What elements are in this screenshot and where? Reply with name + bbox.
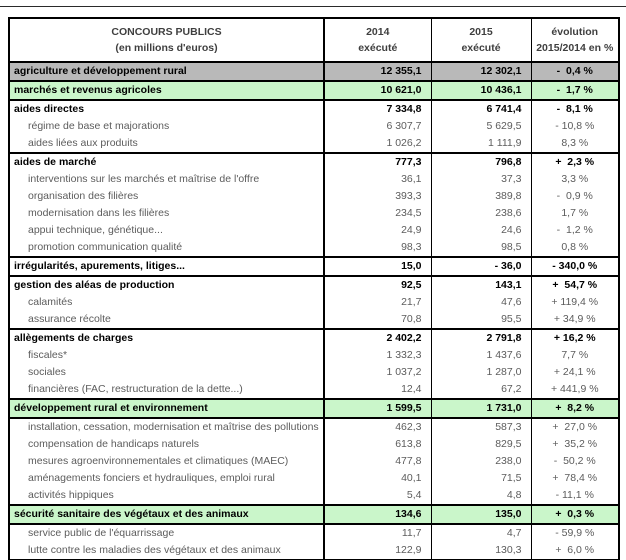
value-2015: 4,7: [431, 524, 531, 542]
row-label: gestion des aléas de production: [9, 276, 324, 294]
table-row: [9, 381, 619, 399]
table-row: [9, 153, 619, 171]
row-label: allègements de charges: [9, 329, 324, 347]
table-row: [9, 436, 619, 453]
value-2014: 1 026,2: [324, 135, 431, 153]
value-2015: 1 111,9: [431, 135, 531, 153]
value-2014: 6 307,7: [324, 118, 431, 135]
value-evolution: - 0,9 %: [556, 190, 593, 202]
value-2015: 1 287,0: [431, 364, 531, 381]
table-row: [9, 364, 619, 381]
value-2015: 587,3: [431, 418, 531, 436]
value-2014: 613,8: [324, 436, 431, 453]
value-2015: 67,2: [431, 381, 531, 399]
value-2015: 47,6: [431, 294, 531, 311]
table-row: [9, 542, 619, 560]
value-2014: 1 599,5: [324, 399, 431, 418]
value-evolution: + 119,4 %: [551, 296, 599, 308]
value-2015: 5 629,5: [431, 118, 531, 135]
table-row: [9, 205, 619, 222]
value-2015: 37,3: [431, 171, 531, 188]
value-2015: 130,3: [431, 542, 531, 560]
row-label: service public de l'équarrissage: [9, 524, 324, 542]
row-label: mesures agroenvironnementales et climatiques (MAEC): [9, 453, 324, 470]
value-2014: 12,4: [324, 381, 431, 399]
value-evolution: - 1,2 %: [556, 224, 593, 236]
value-2015: 24,6: [431, 222, 531, 239]
value-evolution: + 6,0 %: [555, 544, 595, 556]
value-2015: 6 741,4: [431, 100, 531, 118]
page-frame-top-border: [0, 6, 626, 7]
value-2014: 477,8: [324, 453, 431, 470]
value-2014: 134,6: [324, 505, 431, 524]
table-header: [9, 18, 619, 62]
row-label: assurance récolte: [9, 311, 324, 329]
value-2015: - 36,0: [431, 257, 531, 276]
row-label: appui technique, génétique...: [9, 222, 324, 239]
value-evolution: 1,7 %: [561, 207, 589, 219]
value-2014: 1 037,2: [324, 364, 431, 381]
value-2015: 2 791,8: [431, 329, 531, 347]
value-2015: 1 437,6: [431, 347, 531, 364]
value-evolution: + 78,4 %: [552, 472, 598, 484]
value-2014: 1 332,3: [324, 347, 431, 364]
table-row: [9, 487, 619, 505]
value-evolution: + 54,7 %: [552, 279, 598, 291]
table-row: [9, 171, 619, 188]
row-label: sociales: [9, 364, 324, 381]
value-2015: 135,0: [431, 505, 531, 524]
row-label: compensation de handicaps naturels: [9, 436, 324, 453]
table-row: [9, 62, 619, 81]
table-row: [9, 453, 619, 470]
row-label: marchés et revenus agricoles: [9, 81, 324, 100]
value-2014: 5,4: [324, 487, 431, 505]
value-evolution: - 1,7 %: [556, 84, 593, 96]
table-row: [9, 100, 619, 118]
value-2015: 12 302,1: [431, 62, 531, 81]
value-2015: 10 436,1: [431, 81, 531, 100]
value-2014: 12 355,1: [324, 62, 431, 81]
value-2014: 393,3: [324, 188, 431, 205]
value-evolution: - 11,1 %: [555, 489, 594, 501]
value-2014: 234,5: [324, 205, 431, 222]
value-2014: 2 402,2: [324, 329, 431, 347]
value-2015: 238,6: [431, 205, 531, 222]
value-2014: 7 334,8: [324, 100, 431, 118]
table-row: [9, 524, 619, 542]
value-evolution: 0,8 %: [561, 241, 589, 253]
row-label: développement rural et environnement: [9, 399, 324, 418]
row-label: installation, cessation, modernisation et maîtrise des pollutions: [9, 418, 324, 436]
value-2014: 21,7: [324, 294, 431, 311]
value-2015: 143,1: [431, 276, 531, 294]
table-row: [9, 188, 619, 205]
table-row: [9, 222, 619, 239]
value-evolution: - 0,4 %: [556, 65, 593, 77]
table-row: [9, 81, 619, 100]
value-2014: 98,3: [324, 239, 431, 257]
value-2014: 15,0: [324, 257, 431, 276]
row-label: fiscales*: [9, 347, 324, 364]
table-row: [9, 311, 619, 329]
row-label: irrégularités, apurements, litiges...: [9, 257, 324, 276]
row-label: modernisation dans les filières: [9, 205, 324, 222]
table-row: [9, 329, 619, 347]
value-2014: 36,1: [324, 171, 431, 188]
value-evolution: + 0,3 %: [555, 508, 595, 520]
value-evolution: - 10,8 %: [555, 120, 595, 132]
row-label: activités hippiques: [9, 487, 324, 505]
value-2015: 1 731,0: [431, 399, 531, 418]
row-label: aides directes: [9, 100, 324, 118]
value-2015: 95,5: [431, 311, 531, 329]
table-row: [9, 347, 619, 364]
row-label: sécurité sanitaire des végétaux et des animaux: [9, 505, 324, 524]
value-2015: 4,8: [431, 487, 531, 505]
value-evolution: + 16,2 %: [553, 332, 596, 344]
value-2015: 238,0: [431, 453, 531, 470]
concours-publics-table: [8, 17, 620, 560]
value-2014: 122,9: [324, 542, 431, 560]
value-2014: 24,9: [324, 222, 431, 239]
row-label: aides de marché: [9, 153, 324, 171]
value-evolution: 8,3 %: [561, 137, 589, 149]
row-label: régime de base et majorations: [9, 118, 324, 135]
table-row: [9, 470, 619, 487]
value-2015: 98,5: [431, 239, 531, 257]
value-2014: 10 621,0: [324, 81, 431, 100]
table-row: [9, 294, 619, 311]
row-label: promotion communication qualité: [9, 239, 324, 257]
value-2014: 70,8: [324, 311, 431, 329]
value-evolution: + 35,2 %: [552, 438, 598, 450]
value-evolution: + 441,9 %: [550, 383, 599, 395]
header-cell-evolution: évolution 2015/2014 en %: [531, 18, 619, 62]
value-2015: 796,8: [431, 153, 531, 171]
value-2014: 40,1: [324, 470, 431, 487]
table-title: CONCOURS PUBLICS: [111, 26, 222, 38]
value-evolution: + 34,9 %: [553, 313, 596, 325]
value-evolution: 3,3 %: [561, 173, 589, 185]
table-row: [9, 135, 619, 153]
value-2015: 71,5: [431, 470, 531, 487]
table-row: [9, 239, 619, 257]
table-body: [9, 62, 619, 560]
table-unit: (en millions d'euros): [115, 42, 218, 54]
value-evolution: + 27,0 %: [552, 421, 598, 433]
header-cell-2015: 2015 exécuté: [431, 18, 531, 62]
table-row: [9, 257, 619, 276]
row-label: interventions sur les marchés et maîtrise de l'offre: [9, 171, 324, 188]
value-evolution: + 8,2 %: [555, 402, 595, 414]
table-row: [9, 505, 619, 524]
row-label: agriculture et développement rural: [9, 62, 324, 81]
table-row: [9, 276, 619, 294]
row-label: calamités: [9, 294, 324, 311]
value-evolution: - 340,0 %: [552, 260, 598, 272]
header-cell-2014: 2014 exécuté: [324, 18, 431, 62]
value-2014: 92,5: [324, 276, 431, 294]
row-label: aménagements fonciers et hydrauliques, emploi rural: [9, 470, 324, 487]
table-row: [9, 399, 619, 418]
value-evolution: - 59,9 %: [555, 527, 595, 539]
value-2014: 11,7: [324, 524, 431, 542]
value-2014: 462,3: [324, 418, 431, 436]
value-evolution: - 50,2 %: [553, 455, 596, 467]
value-evolution: - 8,1 %: [556, 103, 593, 115]
value-2015: 829,5: [431, 436, 531, 453]
value-evolution: + 24,1 %: [553, 366, 596, 378]
value-2015: 389,8: [431, 188, 531, 205]
value-evolution: 7,7 %: [561, 349, 589, 361]
header-cell-title: [9, 18, 324, 62]
header-row: [9, 18, 619, 62]
table-row: [9, 418, 619, 436]
value-evolution: + 2,3 %: [555, 156, 595, 168]
row-label: organisation des filières: [9, 188, 324, 205]
row-label: financières (FAC, restructuration de la dette...): [9, 381, 324, 399]
value-2014: 777,3: [324, 153, 431, 171]
table-row: [9, 118, 619, 135]
row-label: aides liées aux produits: [9, 135, 324, 153]
row-label: lutte contre les maladies des végétaux et des animaux: [9, 542, 324, 560]
